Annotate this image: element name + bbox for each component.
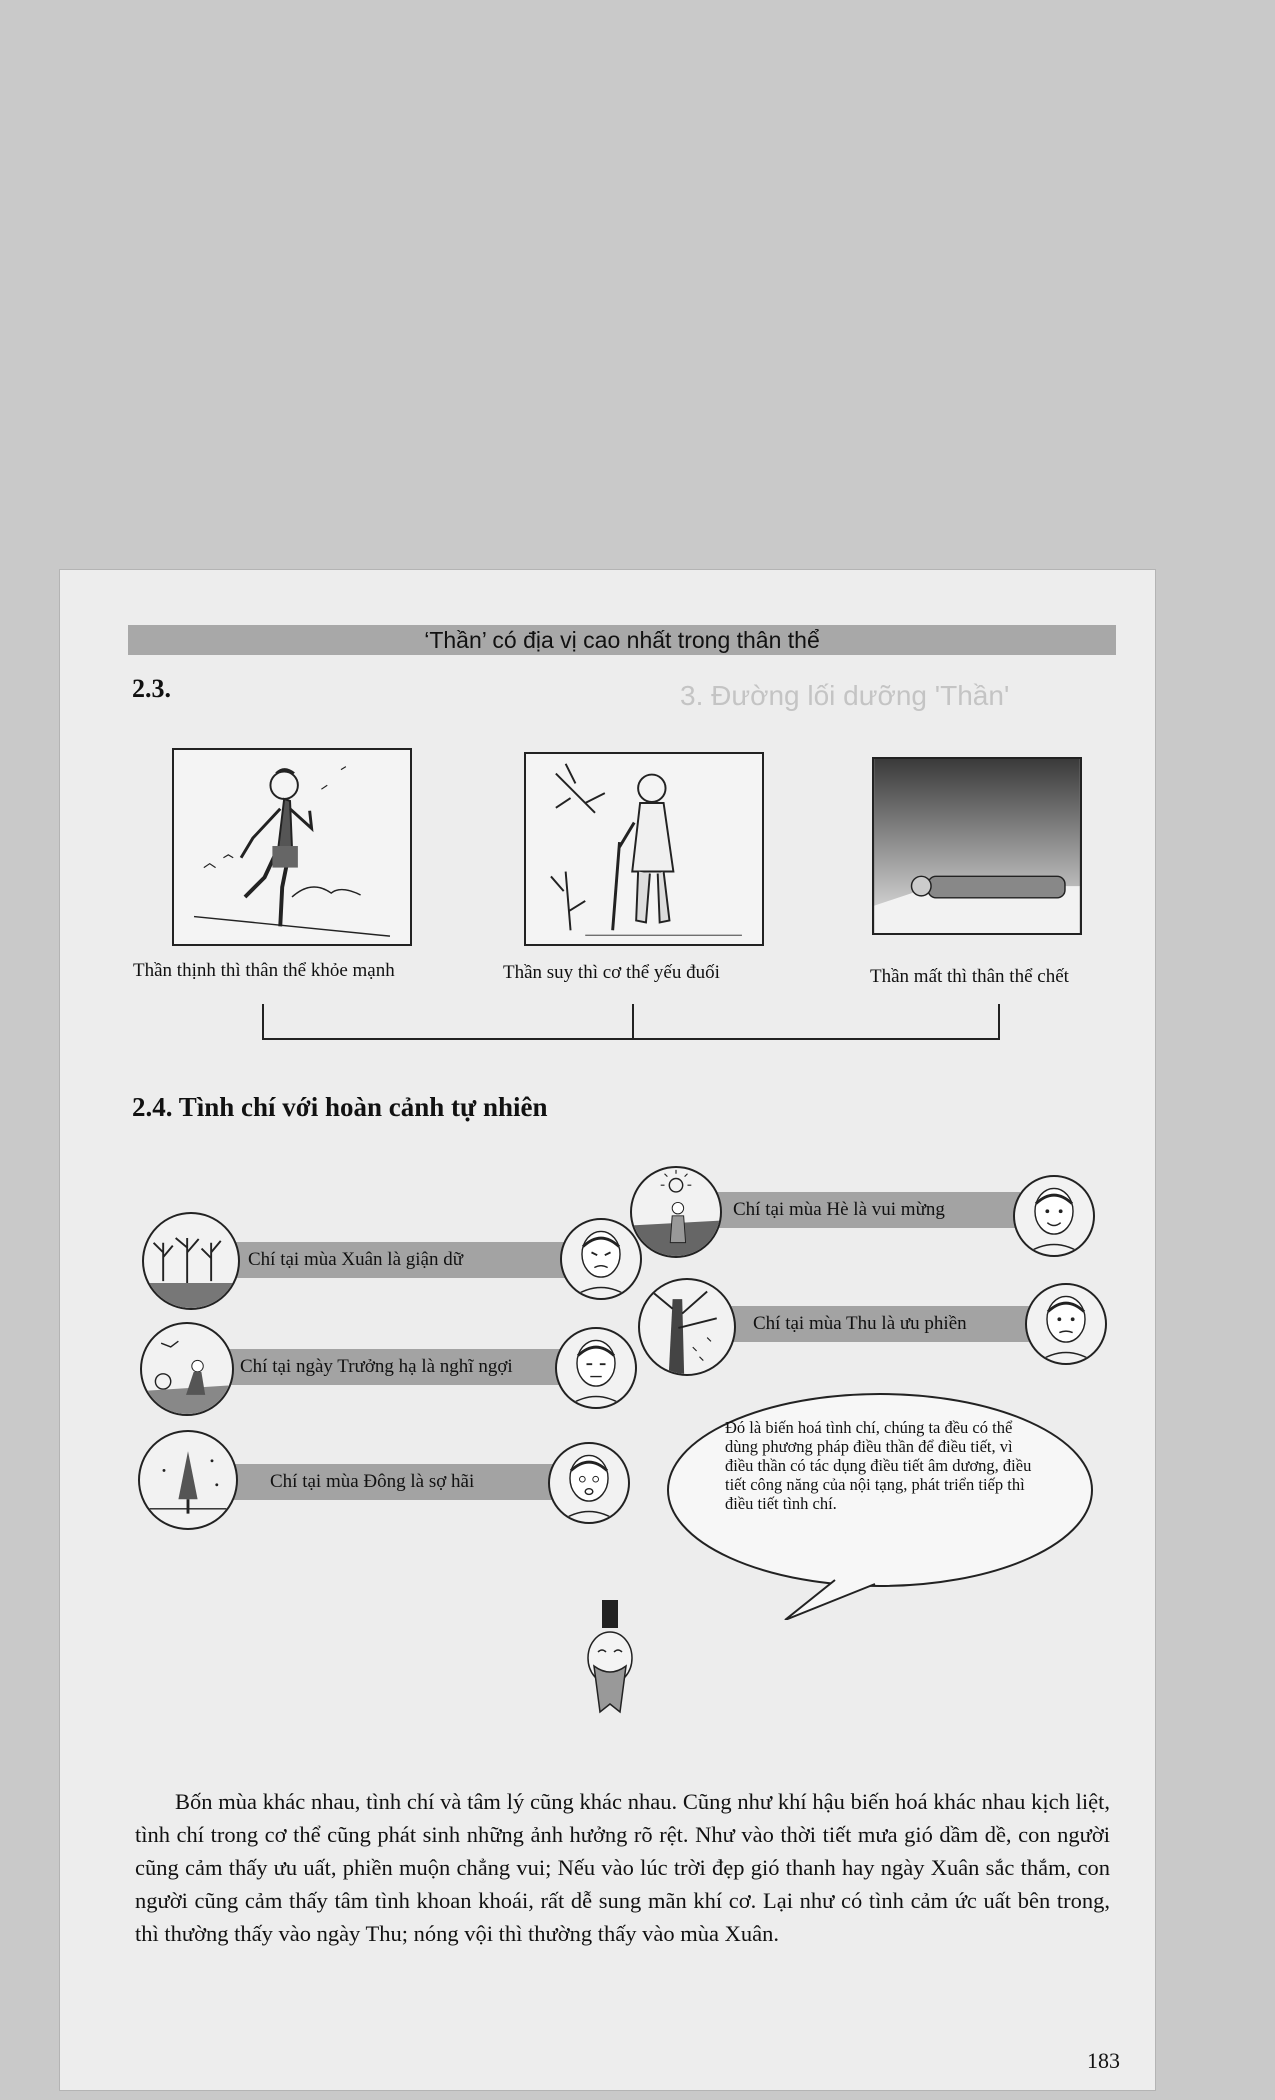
bracket-horizontal-line [262,1038,1000,1040]
body-paragraph: Bốn mùa khác nhau, tình chí và tâm lý cũng khác nhau. Cũng như khí hậu biến hoá khác nhau kịch liệt, tình chí trong cơ thể cũng phát sinh những ảnh hưởng rõ rệt. Như vào thời tiết mưa gió dầm dề, con người cũng cảm thấy ưu uất, phiền muộn chẳng vui; Nếu vào lúc trời đẹp gió thanh hay ngày Xuân sắc thắm, con người cũng cảm thấy tâm tình khoan khoái, rất dễ sung mãn khí cơ. Lại như có tình cảm ức uất bên trong, thì thường thấy vào ngày Thu; nóng vội thì thường thấy vào mùa Xuân. [135,1789,1110,1946]
face-autumn-icon [1025,1283,1107,1365]
bracket-right-tick [998,1004,1000,1040]
summer-sun-icon [630,1166,722,1258]
section-title-band: ‘Thần’ có địa vị cao nhất trong thân thể [128,625,1116,655]
face-long-summer-icon [555,1327,637,1409]
panel-dead [872,757,1082,935]
emotion-bar-long-summer: Chí tại ngày Trưởng hạ là nghĩ ngợi [210,1349,565,1385]
section-number-2-3: 2.3. [132,674,171,703]
autumn-tree-icon [638,1278,736,1376]
bleed-through-mark: 3. Đường lối dưỡng 'Thần' [680,680,1010,711]
panel-weak [524,752,764,946]
long-summer-farmer-icon [140,1322,234,1416]
panel-healthy-caption: Thần thịnh thì thân thể khỏe mạnh [133,960,395,981]
speech-bubble-text: Đó là biến hoá tình chí, chúng ta đều có thể dùng phương pháp điều thần để điều tiết, vì điều thần có tác dụng điều tiết âm dương, điều tiết công năng của nội tạng, phát triển tiếp thì điều tiết tình chí. [725,1418,1032,1513]
bracket-middle-tick [632,1004,634,1040]
face-summer-icon [1013,1175,1095,1257]
emotion-bar-winter: Chí tại mùa Đông là sợ hãi [225,1464,555,1500]
lying-body-illustration [874,759,1080,933]
runner-illustration [174,750,410,944]
emotion-bar-autumn: Chí tại mùa Thu là ưu phiền [725,1306,1030,1342]
emotion-bar-spring: Chí tại mùa Xuân là giận dữ [220,1242,575,1278]
face-winter-icon [548,1442,630,1524]
spring-trees-icon [142,1212,240,1310]
winter-snow-icon [138,1430,238,1530]
face-spring-icon [560,1218,642,1300]
panel-weak-caption: Thần suy thì cơ thể yếu đuối [503,962,720,983]
panel-dead-caption: Thần mất thì thân thể chết [870,966,1069,987]
panel-healthy [172,748,412,946]
speech-bubble [665,1390,1095,1590]
bracket-left-tick [262,1004,264,1040]
elderly-cane-illustration [526,754,762,944]
page-number: 183 [1087,2048,1120,2073]
sage-figure-icon [580,1600,640,1720]
section-title-2-4: 2.4. Tình chí với hoàn cảnh tự nhiên [132,1092,548,1122]
emotion-bar-summer: Chí tại mùa Hè là vui mừng [705,1192,1020,1228]
